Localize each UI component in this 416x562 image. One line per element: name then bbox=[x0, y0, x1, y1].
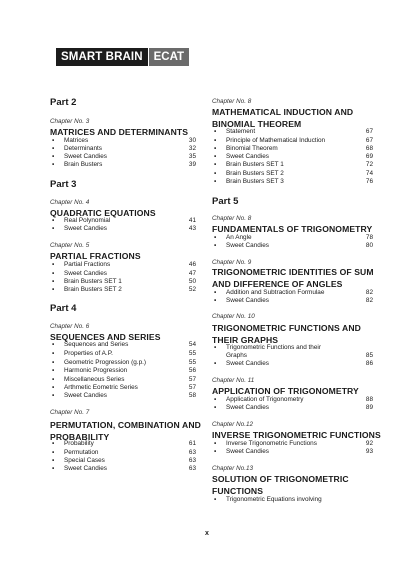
toc-item-label: Brain Busters SET 1 bbox=[226, 161, 284, 168]
chapter-title: AND DIFFERENCE OF ANGLES bbox=[212, 279, 343, 289]
chapter-number: Chapter No.12 bbox=[212, 421, 253, 428]
bullet-icon: ▪ bbox=[214, 496, 217, 503]
toc-item-page: 74 bbox=[365, 170, 373, 177]
bullet-icon: ▪ bbox=[214, 396, 217, 403]
toc-item-page: 67 bbox=[365, 137, 373, 144]
toc-item-page: 58 bbox=[188, 392, 196, 399]
bullet-icon: ▪ bbox=[214, 344, 217, 351]
toc-item-page: 82 bbox=[365, 289, 373, 296]
toc-item-label: Sweet Candies bbox=[64, 465, 107, 472]
toc-item-label: Sweet Candies bbox=[64, 153, 107, 160]
chapter-number: Chapter No.13 bbox=[212, 465, 253, 472]
toc-item-page: 68 bbox=[365, 145, 373, 152]
toc-item-label: Geometric Progression (g.p.) bbox=[64, 359, 147, 366]
toc-item-label: Special Cases bbox=[64, 457, 105, 464]
toc-item-page: 41 bbox=[188, 217, 196, 224]
chapter-title: BINOMIAL THEOREM bbox=[212, 119, 302, 129]
toc-item-label: Sequences and Series bbox=[64, 341, 129, 348]
toc-item-page: 55 bbox=[188, 350, 196, 357]
bullet-icon: ▪ bbox=[52, 341, 55, 348]
bullet-icon: ▪ bbox=[214, 137, 217, 144]
toc-item-label: Sweet Candies bbox=[226, 360, 269, 367]
bullet-icon: ▪ bbox=[52, 392, 55, 399]
toc-item-page: 76 bbox=[365, 178, 373, 185]
bullet-icon: ▪ bbox=[52, 457, 55, 464]
bullet-icon: ▪ bbox=[214, 161, 217, 168]
toc-item-page: 54 bbox=[188, 341, 196, 348]
toc-item-label: Harmonic Progression bbox=[64, 367, 128, 374]
toc-item-label: Principle of Mathematical Induction bbox=[226, 137, 326, 144]
toc-item-label: Probability bbox=[64, 440, 94, 447]
toc-item-continuation: Graphs bbox=[226, 352, 247, 359]
toc-item-label: Sweet Candies bbox=[226, 448, 269, 455]
bullet-icon: ▪ bbox=[52, 278, 55, 285]
toc-item-page: 61 bbox=[188, 440, 196, 447]
toc-item-label: Sweet Candies bbox=[226, 242, 269, 249]
bullet-icon: ▪ bbox=[214, 145, 217, 152]
toc-item-label: Addition and Subtraction Formulae bbox=[226, 289, 325, 296]
bullet-icon: ▪ bbox=[214, 242, 217, 249]
toc-item-page: 35 bbox=[188, 153, 196, 160]
toc-item-label: Permutation bbox=[64, 449, 99, 456]
bullet-icon: ▪ bbox=[214, 360, 217, 367]
chapter-title: MATRICES AND DETERMINANTS bbox=[50, 127, 189, 137]
part-heading: Part 5 bbox=[212, 196, 239, 207]
toc-item-page: 55 bbox=[188, 359, 196, 366]
bullet-icon: ▪ bbox=[52, 137, 55, 144]
toc-item-page: 92 bbox=[365, 440, 373, 447]
toc-item-label: Determinants bbox=[64, 145, 103, 152]
chapter-title: FUNDAMENTALS OF TRIGONOMETRY bbox=[212, 224, 373, 234]
bullet-icon: ▪ bbox=[214, 297, 217, 304]
chapter-title: INVERSE TRIGONOMETRIC FUNCTIONS bbox=[212, 430, 381, 440]
chapter-title: MATHEMATICAL INDUCTION AND bbox=[212, 107, 354, 117]
chapter-title: QUADRATIC EQUATIONS bbox=[50, 208, 156, 218]
bullet-icon: ▪ bbox=[214, 289, 217, 296]
toc-item-label: Sweet Candies bbox=[64, 392, 107, 399]
bullet-icon: ▪ bbox=[214, 404, 217, 411]
chapter-number: Chapter No. 10 bbox=[212, 313, 255, 320]
toc-item-label: Brain Busters SET 3 bbox=[226, 178, 284, 185]
toc-item-page: 78 bbox=[365, 234, 373, 241]
chapter-number: Chapter No. 8 bbox=[212, 215, 252, 222]
toc-item-label: Partial Fractions bbox=[64, 261, 111, 268]
bullet-icon: ▪ bbox=[214, 170, 217, 177]
part-heading: Part 4 bbox=[50, 303, 77, 314]
toc-item-page: 67 bbox=[365, 128, 373, 135]
toc-item-label: Trigonometric Functions and their bbox=[226, 344, 321, 351]
toc-item-label: Sweet Candies bbox=[64, 270, 107, 277]
bullet-icon: ▪ bbox=[52, 217, 55, 224]
brand-tag: ECAT bbox=[148, 48, 189, 66]
toc-item-label: Matrices bbox=[64, 137, 89, 144]
toc-item-page: 72 bbox=[365, 161, 373, 168]
toc-item-page: 69 bbox=[365, 153, 373, 160]
bullet-icon: ▪ bbox=[52, 161, 55, 168]
toc-item-page: 39 bbox=[188, 161, 196, 168]
toc-item-label: Sweet Candies bbox=[226, 153, 269, 160]
toc-item-page: 50 bbox=[188, 278, 196, 285]
bullet-icon: ▪ bbox=[52, 286, 55, 293]
toc-item-page: 57 bbox=[188, 376, 196, 383]
toc-item-page: 30 bbox=[188, 137, 196, 144]
bullet-icon: ▪ bbox=[52, 153, 55, 160]
toc-item-label: An Angle bbox=[226, 234, 252, 241]
toc-item-page: 32 bbox=[188, 145, 196, 152]
chapter-number: Chapter No. 11 bbox=[212, 377, 255, 384]
toc-item-label: Sweet Candies bbox=[226, 404, 269, 411]
toc-item-label: Sweet Candies bbox=[64, 225, 107, 232]
toc-item-page: 43 bbox=[188, 225, 196, 232]
toc-item-label: Real Polynomial bbox=[64, 217, 111, 224]
brand-label: SMART BRAIN bbox=[56, 48, 148, 66]
toc-item-page: 57 bbox=[188, 384, 196, 391]
bullet-icon: ▪ bbox=[214, 234, 217, 241]
bullet-icon: ▪ bbox=[52, 145, 55, 152]
toc-item-page: 80 bbox=[365, 242, 373, 249]
toc-item-label: Statement bbox=[226, 128, 256, 135]
chapter-title: PROBABILITY bbox=[50, 432, 110, 442]
toc-item-label: Binomial Theorem bbox=[226, 145, 278, 152]
chapter-number: Chapter No. 3 bbox=[50, 118, 90, 125]
toc-item-label: Brain Busters bbox=[64, 161, 103, 168]
bullet-icon: ▪ bbox=[52, 367, 55, 374]
bullet-icon: ▪ bbox=[52, 225, 55, 232]
chapter-number: Chapter No. 5 bbox=[50, 242, 90, 249]
chapter-number: Chapter No. 7 bbox=[50, 409, 90, 416]
bullet-icon: ▪ bbox=[52, 261, 55, 268]
toc-item-label: Properties of A.P. bbox=[64, 350, 113, 357]
toc-item-label: Arthmetic Eometric Series bbox=[64, 384, 138, 391]
bullet-icon: ▪ bbox=[52, 359, 55, 366]
chapter-title: FUNCTIONS bbox=[212, 486, 264, 496]
page-footer-mark: x bbox=[205, 530, 209, 537]
chapter-title: THEIR GRAPHS bbox=[212, 335, 279, 345]
toc-item-page: 88 bbox=[365, 396, 373, 403]
toc-item-page: 63 bbox=[188, 449, 196, 456]
bullet-icon: ▪ bbox=[52, 449, 55, 456]
toc-item-label: Brain Busters SET 2 bbox=[64, 286, 122, 293]
bullet-icon: ▪ bbox=[214, 440, 217, 447]
chapter-title: SOLUTION OF TRIGONOMETRIC bbox=[212, 474, 349, 484]
chapter-title: APPLICATION OF TRIGONOMETRY bbox=[212, 386, 359, 396]
bullet-icon: ▪ bbox=[52, 440, 55, 447]
toc-item-label: Miscellaneous Series bbox=[64, 376, 125, 383]
toc-item-page: 85 bbox=[365, 352, 373, 359]
bullet-icon: ▪ bbox=[214, 153, 217, 160]
chapter-number: Chapter No. 8 bbox=[212, 98, 252, 105]
bullet-icon: ▪ bbox=[214, 128, 217, 135]
bullet-icon: ▪ bbox=[214, 448, 217, 455]
part-heading: Part 3 bbox=[50, 179, 77, 190]
bullet-icon: ▪ bbox=[52, 350, 55, 357]
chapter-number: Chapter No. 4 bbox=[50, 199, 90, 206]
toc-item-label: Sweet Candies bbox=[226, 297, 269, 304]
toc-item-label: Brain Busters SET 2 bbox=[226, 170, 284, 177]
chapter-title: TRIGONOMETRIC FUNCTIONS AND bbox=[212, 323, 361, 333]
toc-item-page: 46 bbox=[188, 261, 196, 268]
toc-item-page: 63 bbox=[188, 465, 196, 472]
toc-item-page: 86 bbox=[365, 360, 373, 367]
bullet-icon: ▪ bbox=[52, 465, 55, 472]
chapter-title: TRIGONOMETRIC IDENTITIES OF SUM bbox=[212, 267, 374, 277]
toc-item-label: Brain Busters SET 1 bbox=[64, 278, 122, 285]
chapter-title: PARTIAL FRACTIONS bbox=[50, 251, 141, 261]
toc-item-page: 47 bbox=[188, 270, 196, 277]
chapter-title: SEQUENCES AND SERIES bbox=[50, 332, 161, 342]
part-heading: Part 2 bbox=[50, 97, 77, 108]
chapter-number: Chapter No. 6 bbox=[50, 323, 90, 330]
bullet-icon: ▪ bbox=[52, 376, 55, 383]
toc-item-label: Application of Trigonometry bbox=[226, 396, 304, 403]
toc-item-label: Trigonometric Equations involving bbox=[226, 496, 322, 503]
toc-item-page: 56 bbox=[188, 367, 196, 374]
page-header bbox=[56, 48, 189, 66]
toc-item-label: Inverse Trigonometric Functions bbox=[226, 440, 317, 447]
toc-item-page: 52 bbox=[188, 286, 196, 293]
toc-item-page: 63 bbox=[188, 457, 196, 464]
bullet-icon: ▪ bbox=[214, 178, 217, 185]
toc-item-page: 93 bbox=[365, 448, 373, 455]
toc-item-page: 89 bbox=[365, 404, 373, 411]
bullet-icon: ▪ bbox=[52, 384, 55, 391]
bullet-icon: ▪ bbox=[52, 270, 55, 277]
chapter-title: PERMUTATION, COMBINATION AND bbox=[50, 420, 201, 430]
chapter-number: Chapter No. 9 bbox=[212, 259, 252, 266]
toc-item-page: 82 bbox=[365, 297, 373, 304]
